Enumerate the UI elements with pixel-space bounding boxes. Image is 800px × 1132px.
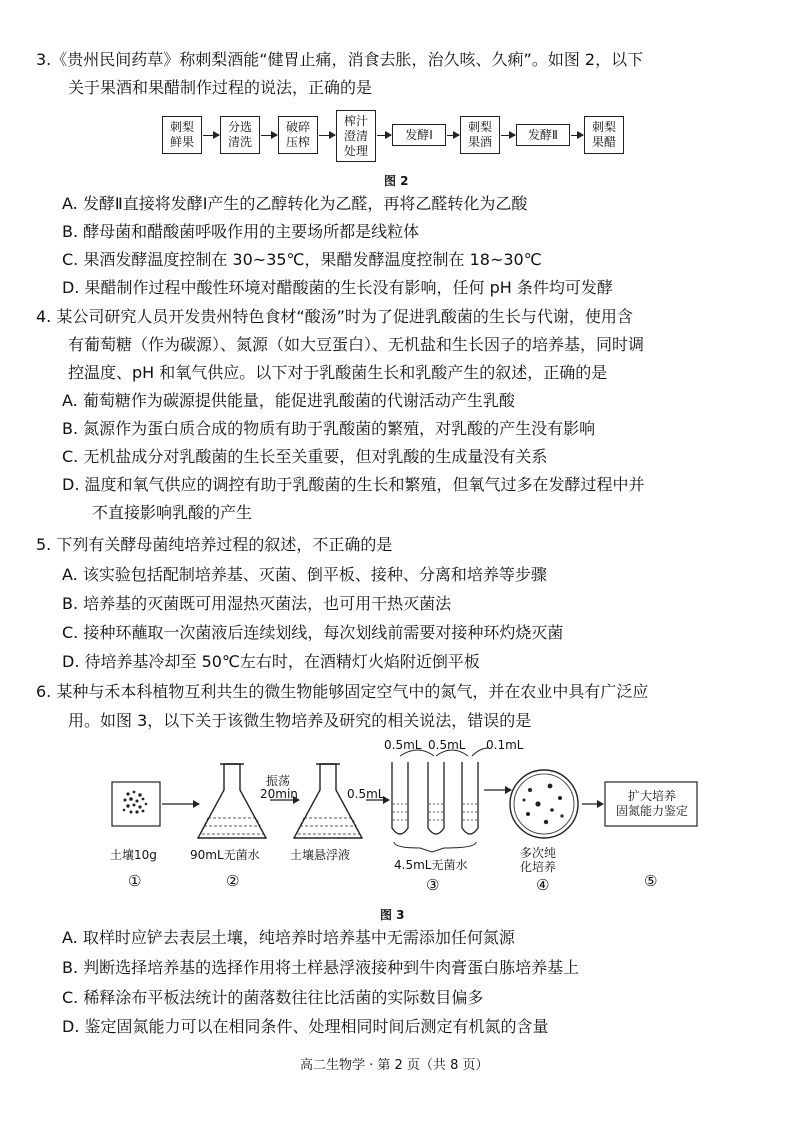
flask1-label: 90mL无菌水 — [190, 848, 260, 862]
shake-time-label: 20min — [260, 787, 298, 801]
q4-option-b: B. 氮源作为蛋白质合成的物质有助于乳酸菌的繁殖，对乳酸的产生没有影响 — [62, 419, 596, 438]
q6-option-c: C. 稀释涂布平板法统计的菌落数往往比活菌的实际数目偏多 — [62, 988, 484, 1007]
figure-3-caption: 图 3 — [380, 908, 405, 922]
flow-box-fermentation-2: 发酵Ⅱ — [516, 124, 570, 146]
q6-stem-line2: 用。如图 3，以下关于该微生物培养及研究的相关说法，错误的是 — [68, 711, 532, 730]
tube-volume-3: 0.1mL — [486, 738, 524, 752]
q5-option-b: B. 培养基的灭菌既可用湿热灭菌法，也可用干热灭菌法 — [62, 594, 452, 613]
flow-box-fruit-wine: 刺梨 果酒 — [460, 116, 500, 154]
q5-stem: 5. 下列有关酵母菌纯培养过程的叙述，不正确的是 — [36, 535, 393, 554]
plate-label-line1: 多次纯 — [520, 846, 557, 860]
q5-option-a: A. 该实验包括配制培养基、灭菌、倒平板、接种、分离和培养等步骤 — [62, 565, 547, 584]
q3-stem-line2: 关于果酒和果醋制作过程的说法，正确的是 — [68, 78, 373, 97]
flow-box-sort-wash: 分选 清洗 — [220, 116, 260, 154]
flow-box-fresh-fruit: 刺梨 鲜果 — [162, 116, 202, 154]
final-step-text: 扩大培养 固氮能力鉴定 — [615, 789, 688, 818]
flask2-label: 土壤悬浮液 — [290, 848, 351, 862]
step-5: ⑤ — [644, 872, 658, 890]
q4-stem-line3: 控温度、pH 和氧气供应。以下对于乳酸菌生长和乳酸产生的叙述，正确的是 — [68, 363, 608, 382]
step-1: ① — [128, 872, 142, 890]
plate-label-line2: 化培养 — [520, 860, 557, 874]
petri-plate — [510, 770, 578, 838]
q4-stem-line2: 有葡萄糖（作为碳源）、氮源（如大豆蛋白）、无机盐和生长因子的培养基，同时调 — [68, 335, 645, 354]
flow-box-crush-press: 破碎 压榨 — [278, 116, 318, 154]
tubes-label: 4.5mL无菌水 — [394, 858, 468, 872]
q5-option-d: D. 待培养基冷却至 50℃左右时，在酒精灯火焰附近倒平板 — [62, 652, 480, 671]
tube-volume-2: 0.5mL — [428, 738, 466, 752]
q3-option-a: A. 发酵Ⅱ直接将发酵Ⅰ产生的乙醇转化为乙醛，再将乙醛转化为乙酸 — [62, 194, 528, 213]
q4-option-d-continued: 不直接影响乳酸的产生 — [92, 503, 253, 522]
page-footer: 高二生物学 · 第 2 页（共 8 页） — [300, 1058, 489, 1073]
step-4: ④ — [536, 876, 550, 894]
flow-box-fermentation-1: 发酵Ⅰ — [392, 124, 446, 146]
q4-stem-line1: 4. 某公司研究人员开发贵州特色食材“酸汤”时为了促进乳酸菌的生长与代谢，使用含 — [36, 307, 633, 326]
step-3: ③ — [426, 876, 440, 894]
transfer-volume-label: 0.5mL — [347, 787, 385, 801]
q4-option-c: C. 无机盐成分对乳酸菌的生长至关重要，但对乳酸的生成量没有关系 — [62, 447, 548, 466]
q6-stem-line1: 6. 某种与禾本科植物互利共生的微生物能够固定空气中的氮气，并在农业中具有广泛应 — [36, 682, 649, 701]
flask-sterile-water — [198, 764, 266, 838]
q3-stem-line1: 3.《贵州民间药草》称刺梨酒能“健胃止痛，消食去胀，治久咳、久痢”。如图 2，以下 — [36, 50, 644, 69]
q3-option-b: B. 酵母菌和醋酸菌呼吸作用的主要场所都是线粒体 — [62, 222, 420, 241]
dilution-tubes — [392, 748, 488, 852]
flow-box-juice-clarify: 榨汁 澄清 处理 — [336, 110, 376, 162]
tube-volume-1: 0.5mL — [384, 738, 422, 752]
step-2: ② — [226, 872, 240, 890]
q6-option-a: A. 取样时应铲去表层土壤，纯培养时培养基中无需添加任何氮源 — [62, 928, 515, 947]
soil-label: 土壤10g — [110, 848, 157, 862]
q3-option-d: D. 果醋制作过程中酸性环境对醋酸菌的生长没有影响，任何 pH 条件均可发酵 — [62, 278, 613, 297]
q6-option-d: D. 鉴定固氮能力可以在相同条件、处理相同时间后测定有机氮的含量 — [62, 1017, 549, 1036]
soil-sample-box — [112, 782, 160, 826]
figure-2-caption: 图 2 — [384, 174, 409, 188]
flow-box-fruit-vinegar: 刺梨 果醋 — [584, 116, 624, 154]
shake-label: 振荡 — [266, 774, 291, 788]
q4-option-a: A. 葡萄糖作为碳源提供能量，能促进乳酸菌的代谢活动产生乳酸 — [62, 391, 515, 410]
flask-soil-suspension — [294, 764, 362, 838]
q4-option-d: D. 温度和氧气供应的调控有助于乳酸菌的生长和繁殖，但氧气过多在发酵过程中并 — [62, 475, 645, 494]
q3-option-c: C. 果酒发酵温度控制在 30~35℃，果醋发酵温度控制在 18~30℃ — [62, 250, 542, 269]
q6-option-b: B. 判断选择培养基的选择作用将土样悬浮液接种到牛肉膏蛋白胨培养基上 — [62, 958, 580, 977]
q5-option-c: C. 接种环蘸取一次菌液后连续划线，每次划线前需要对接种环灼烧灭菌 — [62, 623, 564, 642]
